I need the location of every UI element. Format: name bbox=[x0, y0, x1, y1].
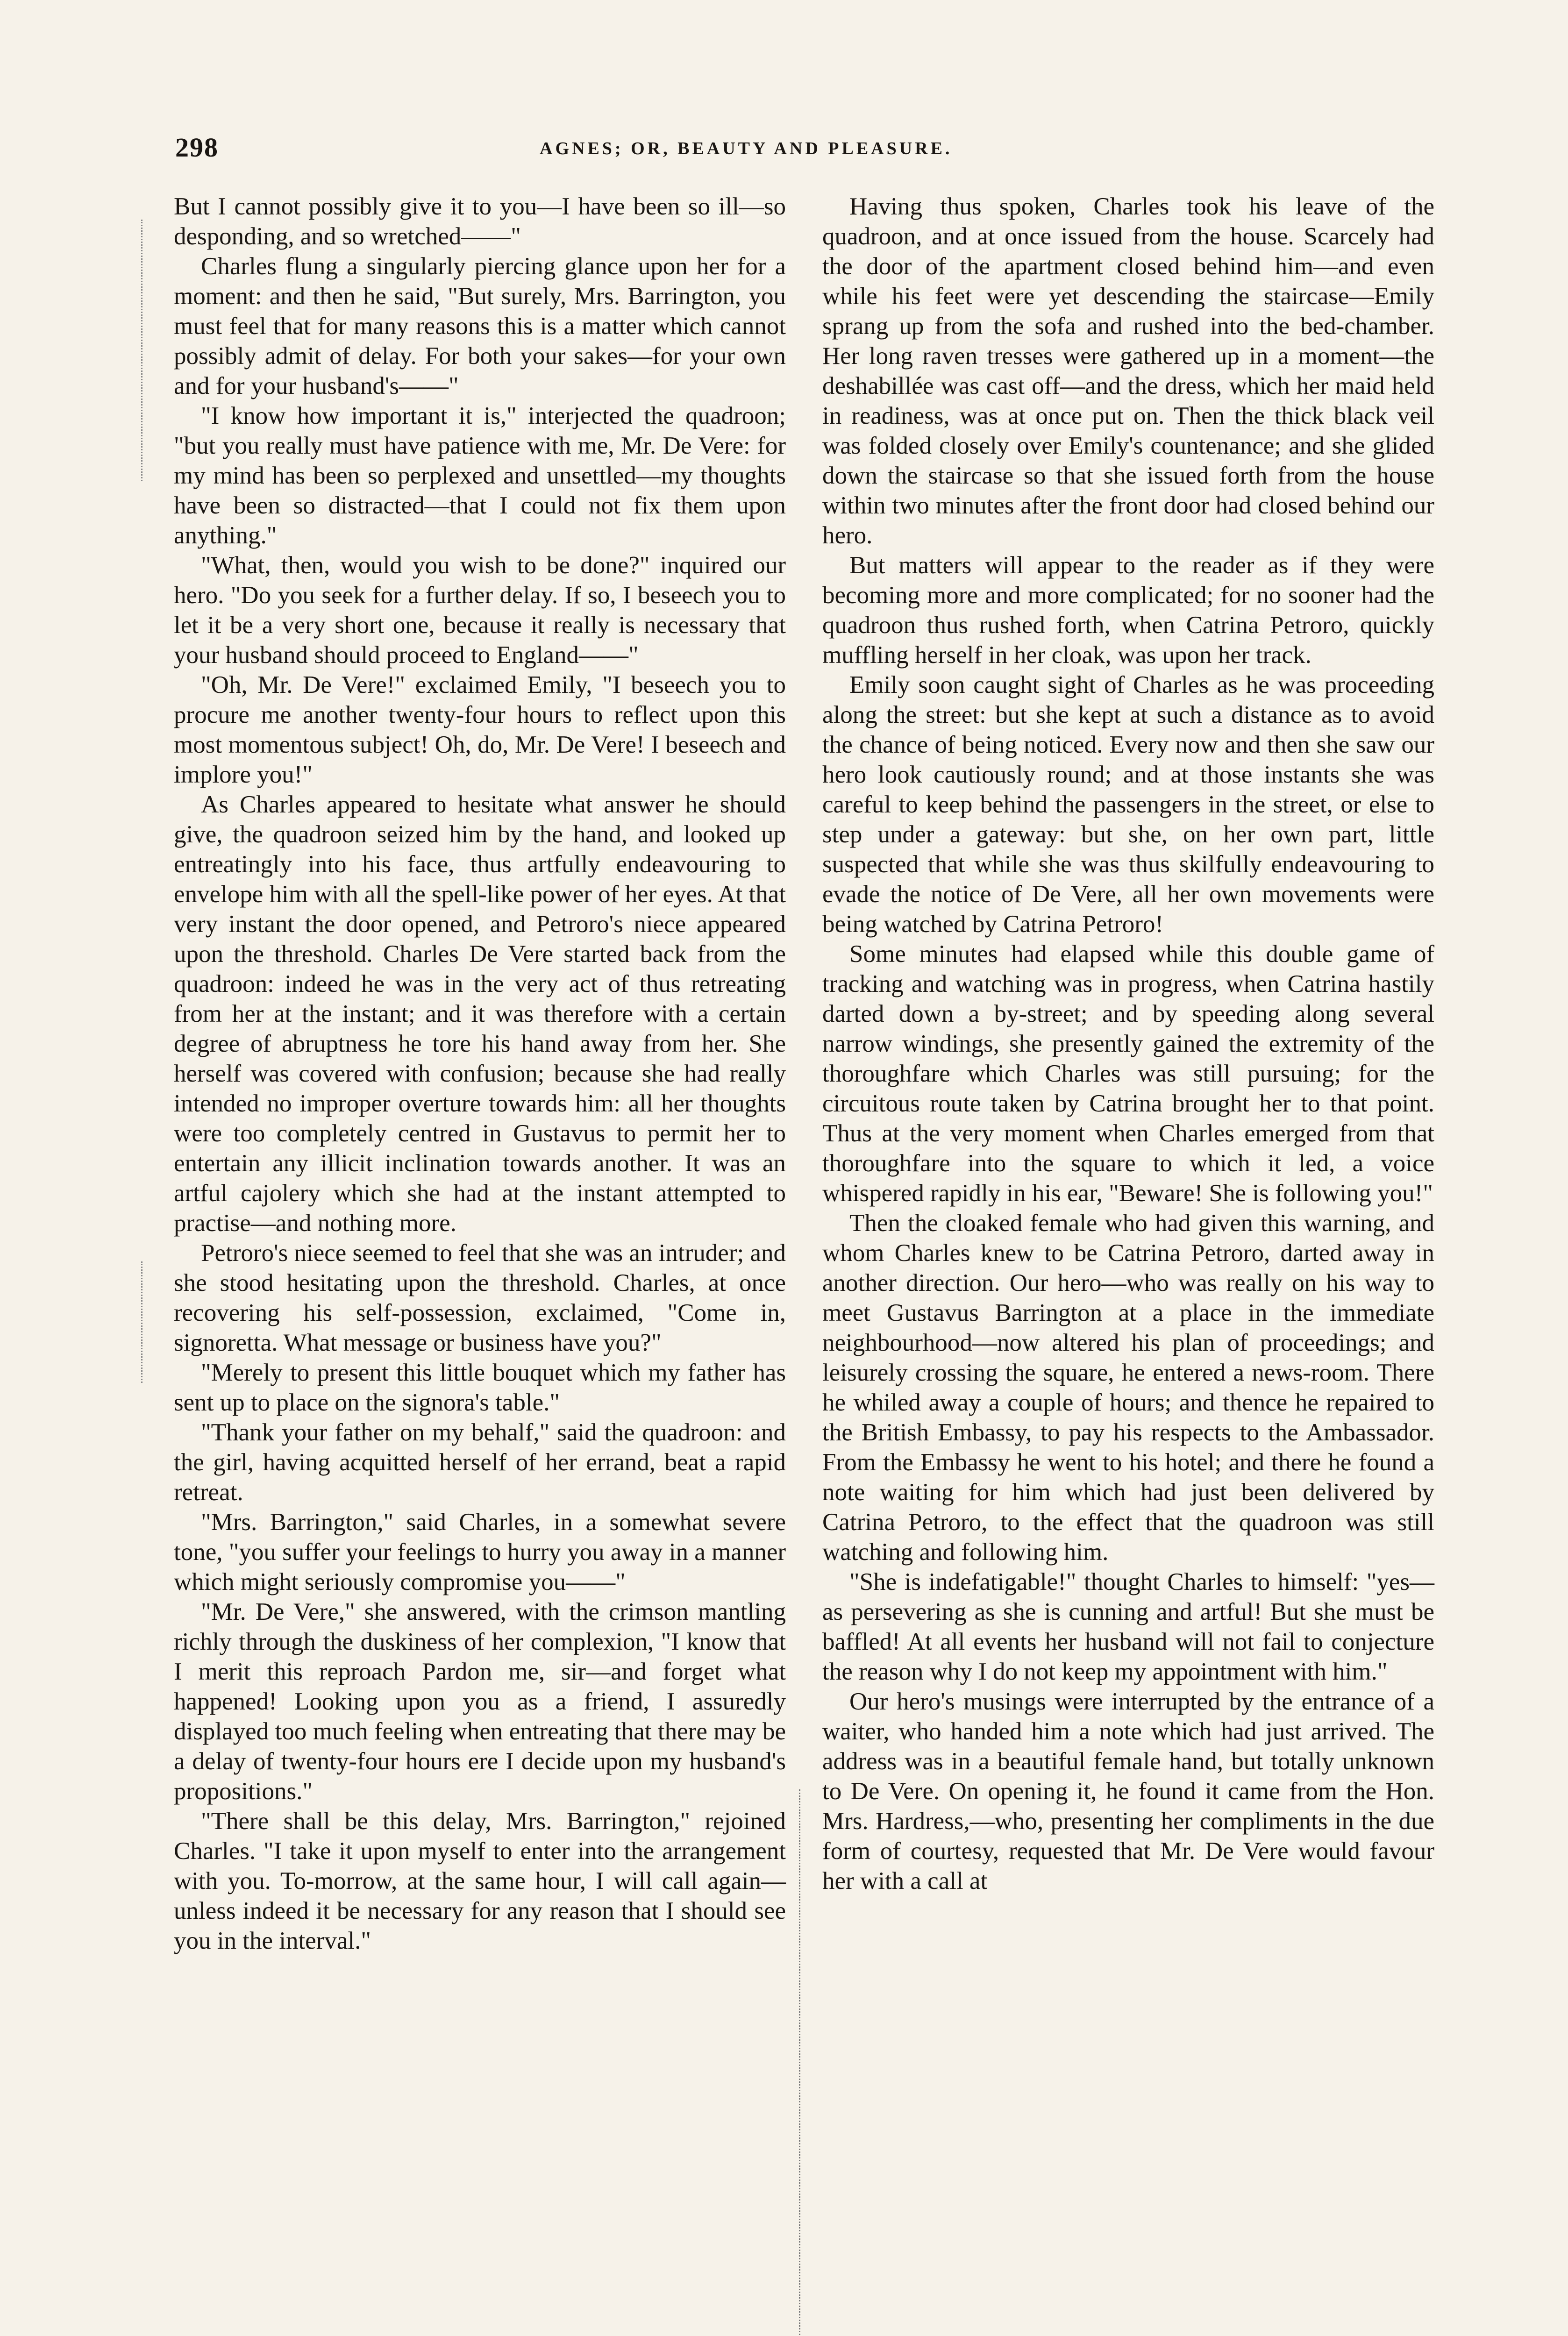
paragraph: Some minutes had elapsed while this double game of tracking and watching was in progress, when Catrina hastily darted down a by-street; and by speeding along several narrow windings, she presently gained the extremity of the thoroughfare which Charles was still pursuing; for the circuitous route taken by Catrina brought her to that point. Thus at the very moment when Charles emerged from that thoroughfare into the square to which it led, a voice whispered rapidly in his ear, "Beware! She is following you!" bbox=[822, 940, 1434, 1207]
paragraph: Emily soon caught sight of Charles as he was proceeding along the street: but she kept at such a distance as to avoid the chance of being noticed. Every now and then she saw our hero look cautiously round; and at those instants she was careful to keep behind the passengers in the street, or else to step under a gateway: but she, on her own part, little suspected that while she was thus skilfully endeavouring to evade the notice of De Vere, all her own movements were being watched by Catrina Petroro! bbox=[822, 671, 1434, 938]
page-number: 298 bbox=[175, 132, 219, 163]
right-column bbox=[822, 192, 1434, 1896]
column-rule bbox=[799, 1789, 802, 2336]
paragraph: "What, then, would you wish to be done?" inquired our hero. "Do you seek for a further delay. If so, I beseech you to let it be a very short one, because it really is necessary that your husband should proceed to England——" bbox=[174, 552, 786, 669]
margin-mark bbox=[141, 1261, 143, 1383]
margin-mark bbox=[141, 220, 143, 481]
left-column bbox=[174, 192, 786, 1956]
paragraph: As Charles appeared to hesitate what answer he should give, the quadroon seized him by the hand, and looked up entreatingly into his face, thus artfully endeavouring to envelope him with all the spell-like power of her eyes. At that very instant the door opened, and Petroro's niece appeared upon the threshold. Charles De Vere started back from the quadroon: indeed he was in the very act of thus retreating from her at the instant; and it was therefore with a certain degree of abruptness he tore his hand away from her. She herself was covered with confusion; because she had really intended no improper overture towards him: all her thoughts were too completely centred in Gustavus to permit her to entertain any illicit inclination towards another. It was an artful cajolery which she had at the instant attempted to practise—and nothing more. bbox=[174, 791, 786, 1237]
running-head: AGNES; OR, BEAUTY AND PLEASURE. bbox=[540, 139, 953, 158]
paragraph: But matters will appear to the reader as if they were becoming more and more complicated; for no sooner had the quadroon thus rushed forth, when Catrina Petroro, quickly muffling herself in her cloak, was upon her track. bbox=[822, 552, 1434, 669]
paragraph: Having thus spoken, Charles took his leave of the quadroon, and at once issued from the house. Scarcely had the door of the apartment closed behind him—and even while his feet were yet descending the staircase—Emily sprang up from the sofa and rushed into the bed-chamber. Her long raven tresses were gathered up in a moment—the deshabillée was cast off—and the dress, which her maid held in readiness, was at once put on. Then the thick black veil was folded closely over Emily's countenance; and she glided down the staircase so that she issued forth from the house within two minutes after the front door had closed behind our hero. bbox=[822, 193, 1434, 549]
paragraph: Then the cloaked female who had given this warning, and whom Charles knew to be Catrina Petroro, darted away in another direction. Our hero—who was really on his way to meet Gustavus Barrington at a place in the immediate neighbourhood—now altered his plan of proceedings; and leisurely crossing the square, he entered a news-room. There he whiled away a couple of hours; and thence he repaired to the British Embassy, to pay his respects to the Ambassador. From the Embassy he went to his hotel; and there he found a note waiting for him which had just been delivered by Catrina Petroro, to the effect that the quadroon was still watching and following him. bbox=[822, 1210, 1434, 1566]
paragraph: "There shall be this delay, Mrs. Barrington," rejoined Charles. "I take it upon myself to enter into the arrangement with you. To-morrow, at the same hour, I will call again—unless indeed it be necessary for any reason that I should see you in the interval." bbox=[174, 1808, 786, 1954]
paragraph: But I cannot possibly give it to you—I have been so ill—so desponding, and so wretched——" bbox=[174, 193, 786, 250]
paragraph: "She is indefatigable!" thought Charles to himself: "yes—as persevering as she is cunning and artful! But she must be baffled! At all events her husband will not fail to conjecture the reason why I do not keep my appointment with him." bbox=[822, 1568, 1434, 1685]
paragraph: Our hero's musings were interrupted by the entrance of a waiter, who handed him a note which had just arrived. The address was in a beautiful female hand, but totally unknown to De Vere. On opening it, he found it came from the Hon. Mrs. Hardress,—who, presenting her compliments in the due form of courtesy, requested that Mr. De Vere would favour her with a call at bbox=[822, 1688, 1434, 1894]
paragraph: "Merely to present this little bouquet which my father has sent up to place on the signora's table." bbox=[174, 1359, 786, 1416]
paragraph: "Mrs. Barrington," said Charles, in a somewhat severe tone, "you suffer your feelings to hurry you away in a manner which might seriously compromise you——" bbox=[174, 1509, 786, 1595]
paragraph: "Mr. De Vere," she answered, with the crimson mantling richly through the duskiness of her complexion, "I know that I merit this reproach Pardon me, sir—and forget what happened! Looking upon you as a friend, I assuredly displayed too much feeling when entreating that there may be a delay of twenty-four hours ere I decide upon my husband's propositions." bbox=[174, 1598, 786, 1805]
page-header bbox=[175, 132, 1399, 169]
paragraph: "I know how important it is," interjected the quadroon; "but you really must have patience with me, Mr. De Vere: for my mind has been so perplexed and unsettled—my thoughts have been so distracted—that I could not fix them upon anything." bbox=[174, 402, 786, 549]
paragraph: Charles flung a singularly piercing glance upon her for a moment: and then he said, "But surely, Mrs. Barrington, you must feel that for many reasons this is a matter which cannot possibly admit of delay. For both your sakes—for your own and for your husband's——" bbox=[174, 253, 786, 399]
paragraph: "Thank your father on my behalf," said the quadroon: and the girl, having acquitted herself of her errand, beat a rapid retreat. bbox=[174, 1419, 786, 1506]
paragraph: Petroro's niece seemed to feel that she was an intruder; and she stood hesitating upon the threshold. Charles, at once recovering his self-possession, exclaimed, "Come in, signoretta. What message or business have you?" bbox=[174, 1239, 786, 1356]
paragraph: "Oh, Mr. De Vere!" exclaimed Emily, "I beseech you to procure me another twenty-four hours to reflect upon this most momentous subject! Oh, do, Mr. De Vere! I beseech and implore you!" bbox=[174, 671, 786, 788]
